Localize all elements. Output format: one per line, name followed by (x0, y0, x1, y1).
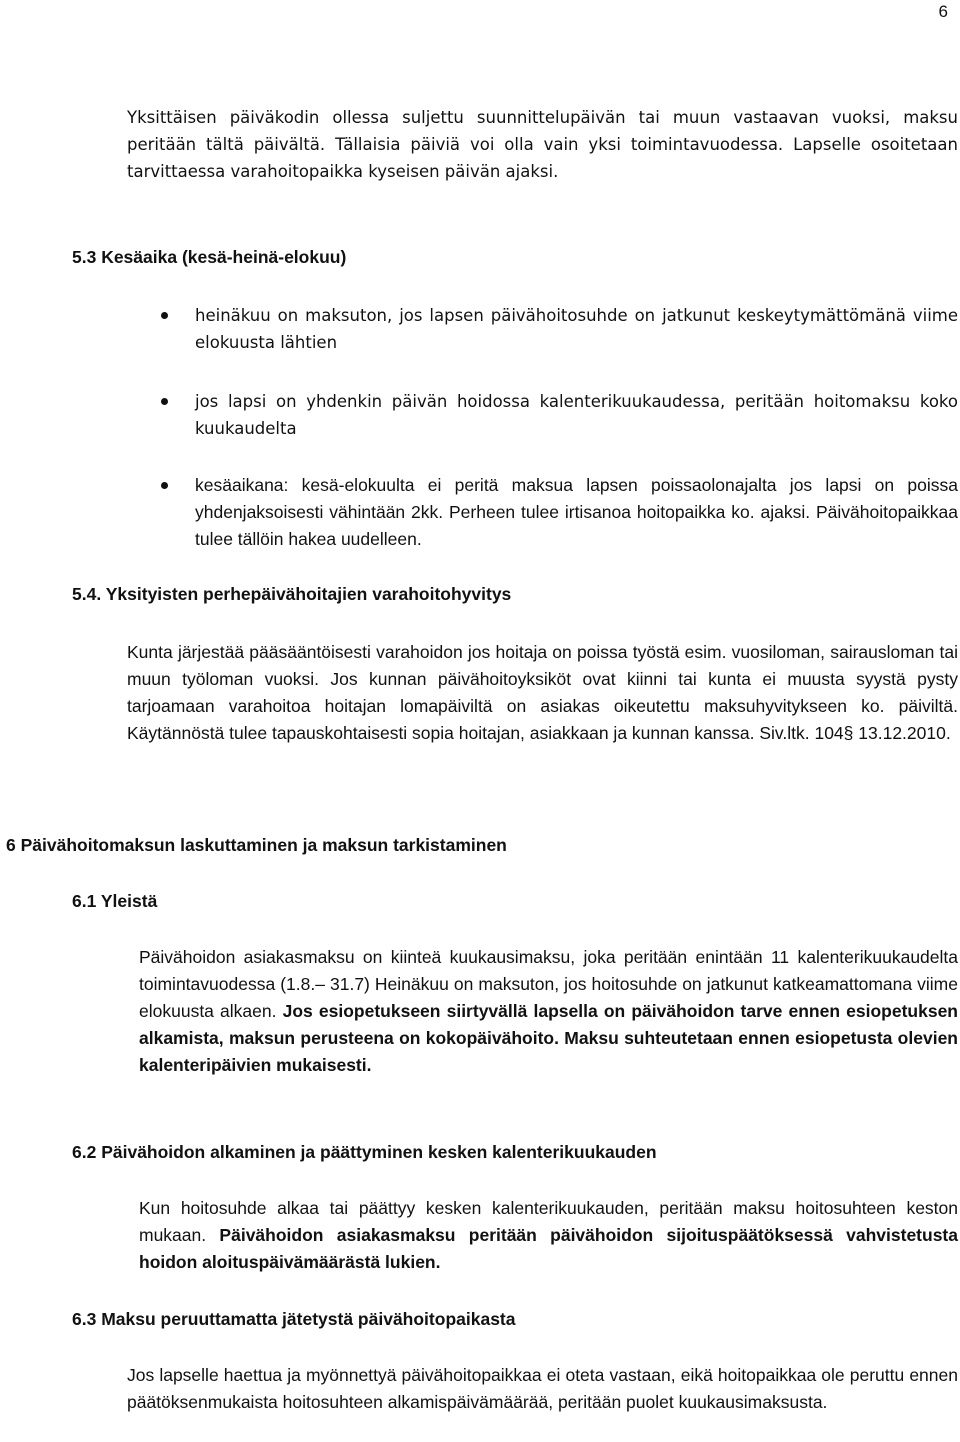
section-5-4-heading: 5.4. Yksityisten perhepäivähoitajien varahoitohyvitys (72, 584, 512, 604)
section-6-heading: 6 Päivähoitomaksun laskuttaminen ja maksun tarkistaminen (6, 835, 507, 855)
bullet-item (195, 388, 958, 442)
section-6-2-heading: 6.2 Päivähoidon alkaminen ja päättyminen kesken kalenterikuukauden (72, 1142, 657, 1162)
section-5-4-paragraph: Kunta järjestää pääsääntöisesti varahoidon jos hoitaja on poissa työstä esim. vuosiloman, sairausloman tai muun työloman vuoksi. Jos kunnan päivähoitoyksiköt ovat kiinni tai kunta ei muusta syystä pysty tarjoamaan varahoitoa hoitajan lomapäiviltä on asiakas oikeutettu maksuhyvitykseen ko. päiviltä. Käytännöstä tulee tapauskohtaisesti sopia hoitajan, asiakkaan ja kunnan kanssa. Siv.ltk. 104§ 13.12.2010. (127, 642, 958, 743)
section-6-1-paragraph (139, 944, 958, 1079)
bullet-text: jos lapsi on yhdenkin päivän hoidossa kalenterikuukaudessa, peritään hoitomaksu koko kuukaudelta (195, 392, 958, 438)
section-6-2-text-bold: Päivähoidon asiakasmaksu peritään päivähoidon sijoituspäätöksessä vahvistetusta hoidon aloituspäivämäärästä lukien. (139, 1225, 958, 1272)
bullet-icon (161, 312, 168, 319)
section-6-2-text-plain: Kun hoitosuhde alkaa tai päättyy kesken kalenterikuukauden, peritään maksu hoitosuhteen keston mukaan. (139, 1198, 958, 1245)
bullet-text: heinäkuu on maksuton, jos lapsen päivähoitosuhde on jatkunut keskeytymättömänä viime elokuusta lähtien (195, 306, 958, 352)
section-6-2-heading-block (72, 1139, 960, 1166)
section-5-3-heading-block (72, 244, 960, 271)
bullet-item (195, 302, 958, 356)
section-6-2-paragraph-block (139, 1195, 958, 1276)
bullet-text: kesäaikana: kesä-elokuulta ei peritä maksua lapsen poissaolonajalta jos lapsi on poissa yhdenjaksoisesti vähintään 2kk. Perheen tulee irtisanoa hoitopaikka ko. ajaksi. Päivähoitopaikkaa tulee tällöin hakea uudelleen. (195, 475, 958, 549)
section-6-1-text-plain: Päivähoidon asiakasmaksu on kiinteä kuukausimaksu, joka peritään enintään 11 kalenterikuukaudelta toimintavuodessa (1.8.– 31.7) Heinäkuu on maksuton, jos hoitosuhde on jatkunut katkeamattomana viime elokuusta alkaen. (139, 947, 958, 1021)
section-6-3-heading: 6.3 Maksu peruuttamatta jätetystä päivähoitopaikasta (72, 1309, 516, 1329)
section-6-1-text-bold: Jos esiopetukseen siirtyvällä lapsella on päivähoidon tarve ennen esiopetuksen alkamista, maksun perusteena on kokopäivähoito. Maksu suhteutetaan ennen esiopetusta olevien kalenteripäivien mukaisesti. (139, 1001, 958, 1075)
section-6-1-heading-block (72, 888, 960, 915)
section-5-3-heading: 5.3 Kesäaika (kesä-heinä-elokuu) (72, 247, 347, 267)
section-5-4-paragraph-block (127, 639, 958, 747)
section-5-4-heading-block (72, 581, 960, 608)
section-6-3-heading-block (72, 1306, 960, 1333)
intro-paragraph-block (127, 104, 958, 185)
bullet-item (195, 472, 958, 553)
section-6-3-paragraph: Jos lapselle haettua ja myönnettyä päivähoitopaikkaa ei oteta vastaan, eikä hoitopaikkaa ole peruttu ennen päätöksenmukaista hoitosuhteen alkamispäivämäärää, peritään puolet kuukausimaksusta. (127, 1365, 958, 1412)
section-6-1-heading: 6.1 Yleistä (72, 891, 158, 911)
section-6-heading-block (6, 832, 960, 859)
page-number: 6 (938, 2, 948, 21)
section-6-2-paragraph (139, 1195, 958, 1276)
intro-paragraph: Yksittäisen päiväkodin ollessa suljettu suunnittelupäivän tai muun vastaavan vuoksi, maksu peritään tältä päivältä. Tällaisia päiviä voi olla vain yksi toimintavuodessa. Lapselle osoitetaan tarvittaessa varahoitopaikka kyseisen päivän ajaksi. (127, 108, 958, 181)
bullet-icon (161, 398, 168, 405)
section-6-1-paragraph-block (139, 944, 958, 1079)
bullet-icon (161, 482, 168, 489)
section-6-3-paragraph-block (127, 1362, 958, 1416)
